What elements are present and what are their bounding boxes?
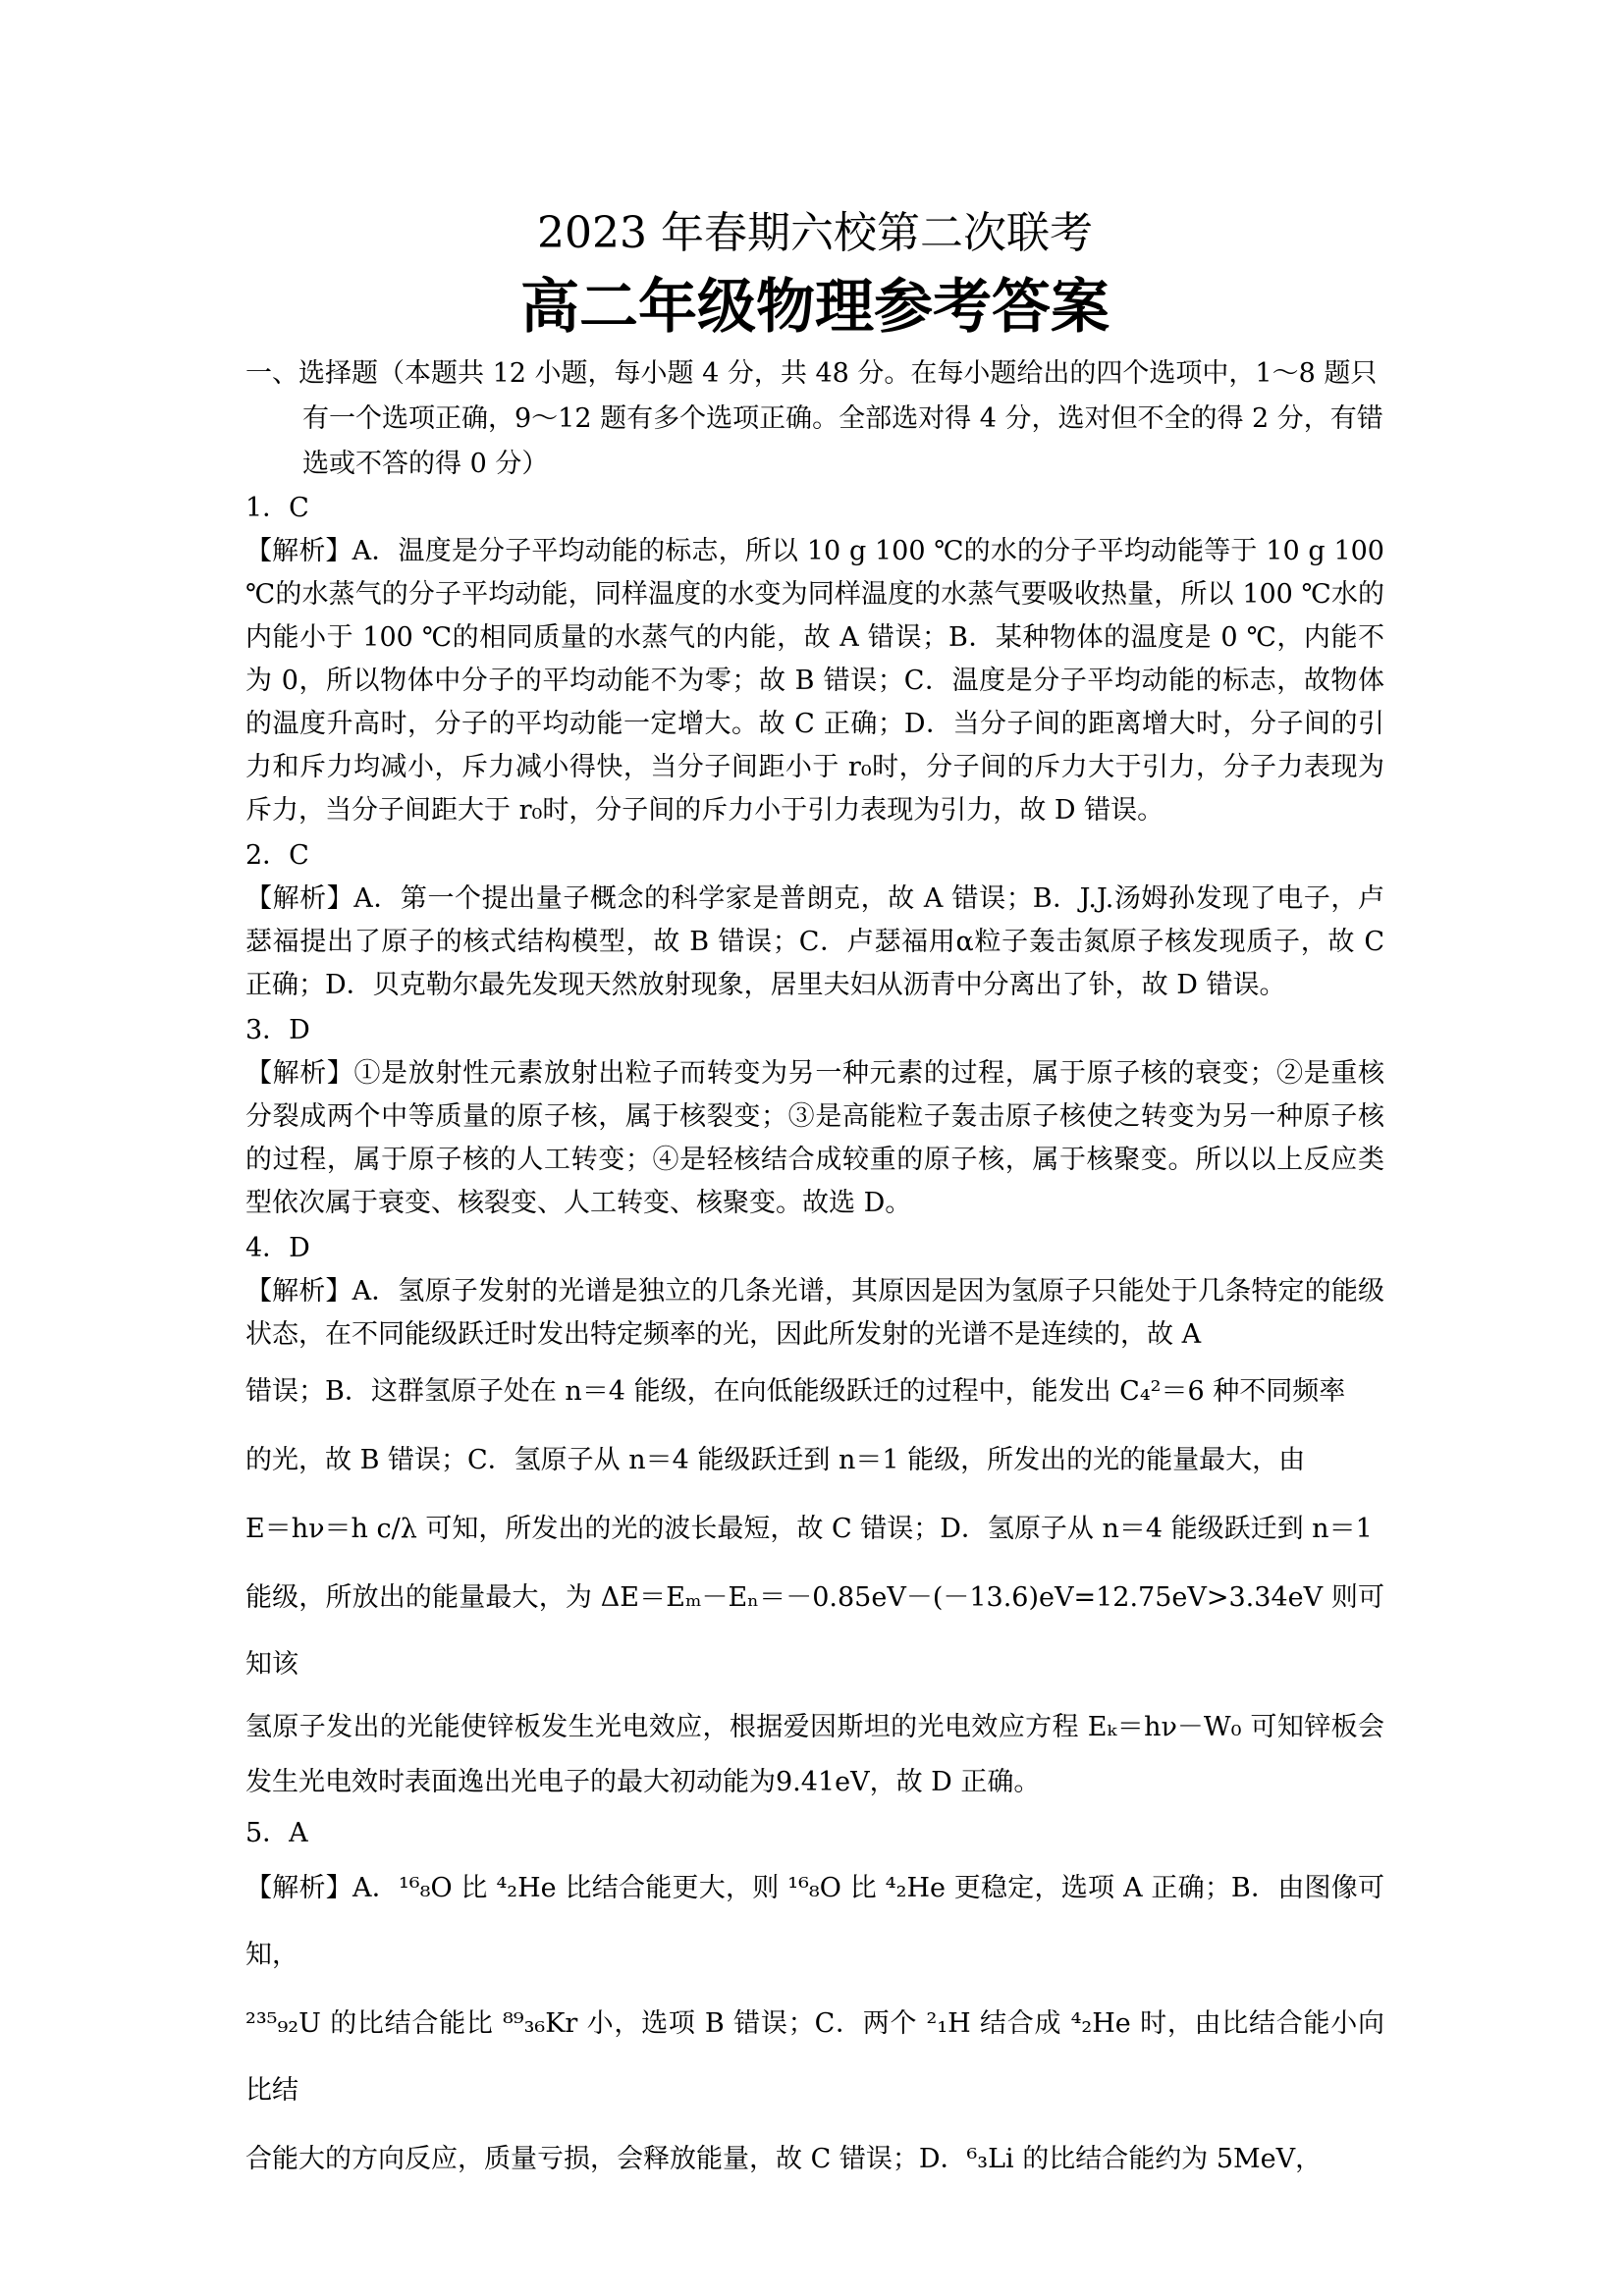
- exam-subtitle: 2023 年春期六校第二次联考: [537, 208, 1093, 258]
- question-number: 5．A: [245, 1818, 308, 1848]
- question-number: 1．C: [245, 493, 309, 523]
- question-analysis-line: E＝hν＝h c/λ 可知，所发出的光的波长最短，故 C 错误；D．氢原子从 n＝4 能级跃迁到 n＝1: [245, 1514, 1373, 1544]
- question-analysis-line: 合能大的方向反应，质量亏损，会释放能量，故 C 错误；D．⁶₃Li 的比结合能约为 5MeV，: [245, 2144, 1323, 2174]
- answer-document: [245, 206, 1384, 2195]
- section-heading: 一、选择题（本题共 12 小题，每小题 4 分，共 48 分。在每小题给出的四个选项中，1～8 题只有一个选项正确，9～12 题有多个选项正确。全部选对得 4 分，选对但不全的得 2 分，有错选或不答的得 0 分）: [245, 358, 1383, 479]
- question-analysis: 【解析】①是放射性元素放射出粒子而转变为另一种元素的过程，属于原子核的衰变；②是重核分裂成两个中等质量的原子核，属于核裂变；③是高能粒子轰击原子核使之转变为另一种原子核的过程，属于原子核的人工转变；④是轻核结合成较重的原子核，属于核聚变。所以以上反应类型依次属于衰变、核裂变、人工转变、核聚变。故选 D。: [245, 1058, 1384, 1218]
- question-analysis: 【解析】A．温度是分子平均动能的标志，所以 10 g 100 ℃的水的分子平均动能等于 10 g 100 ℃的水蒸气的分子平均动能，同样温度的水变为同样温度的水蒸气要吸收热量，所以 100 ℃水的内能小于 100 ℃的相同质量的水蒸气的内能，故 A 错误；B．某种物体的温度是 0 ℃，内能不为 0，所以物体中分子的平均动能不为零；故 B 错误；C．温度是分子平均动能的标志，故物体的温度升高时，分子的平均动能一定增大。故 C 正确；D．当分子间的距离增大时，分子间的引力和斥力均减小，斥力减小得快，当分子间距小于 r₀时，分子间的斥力大于引力，分子力表现为斥力，当分子间距大于 r₀时，分子间的斥力小于引力表现为引力，故 D 错误。: [245, 536, 1384, 826]
- question-analysis-line: 错误；B．这群氢原子处在 n＝4 能级，在向低能级跃迁的过程中，能发出 C₄²＝6 种不同频率: [245, 1376, 1346, 1407]
- question-analysis-line: 的光，故 B 错误；C．氢原子从 n＝4 能级跃迁到 n＝1 能级，所发出的光的能量最大，由: [245, 1445, 1306, 1475]
- question-analysis: 【解析】A．第一个提出量子概念的科学家是普朗克，故 A 错误；B．J.J.汤姆孙发现了电子，卢瑟福提出了原子的核式结构模型，故 B 错误；C．卢瑟福用α粒子轰击氮原子核发现质子，故 C 正确；D．贝克勒尔最先发现天然放射现象，居里夫妇从沥青中分离出了钋，故 D 错误。: [245, 883, 1384, 1000]
- question-number: 2．C: [245, 840, 309, 871]
- question-number: 3．D: [245, 1015, 310, 1045]
- question-analysis-line: 【解析】A．¹⁶₈O 比 ⁴₂He 比结合能更大，则 ¹⁶₈O 比 ⁴₂He 更稳定，选项 A 正确；B．由图像可知，: [245, 1873, 1384, 1970]
- question-analysis-line: ²³⁵₉₂U 的比结合能比 ⁸⁹₃₆Kr 小，选项 B 错误；C．两个 ²₁H 结合成 ⁴₂He 时，由比结合能小向比结: [245, 2008, 1384, 2106]
- question-number: 4．D: [245, 1233, 310, 1263]
- question-analysis-line: 氢原子发出的光能使锌板发生光电效应，根据爱因斯坦的光电效应方程 Eₖ＝hν－W₀ 可知锌板会发生光电效时表面逸出光电子的最大初动能为9.41eV，故 D 正确。: [245, 1712, 1384, 1797]
- page-title: 高二年级物理参考答案: [520, 273, 1110, 342]
- question-analysis-line: 【解析】A．氢原子发射的光谱是独立的几条光谱，其原因是因为氢原子只能处于几条特定的能级状态，在不同能级跃迁时发出特定频率的光，因此所发射的光谱不是连续的，故 A: [245, 1276, 1384, 1350]
- question-analysis-line: 能级，所放出的能量最大，为 ΔE＝Eₘ－Eₙ＝－0.85eV－(－13.6)eV=12.75eV>3.34eV 则可知该: [245, 1582, 1384, 1680]
